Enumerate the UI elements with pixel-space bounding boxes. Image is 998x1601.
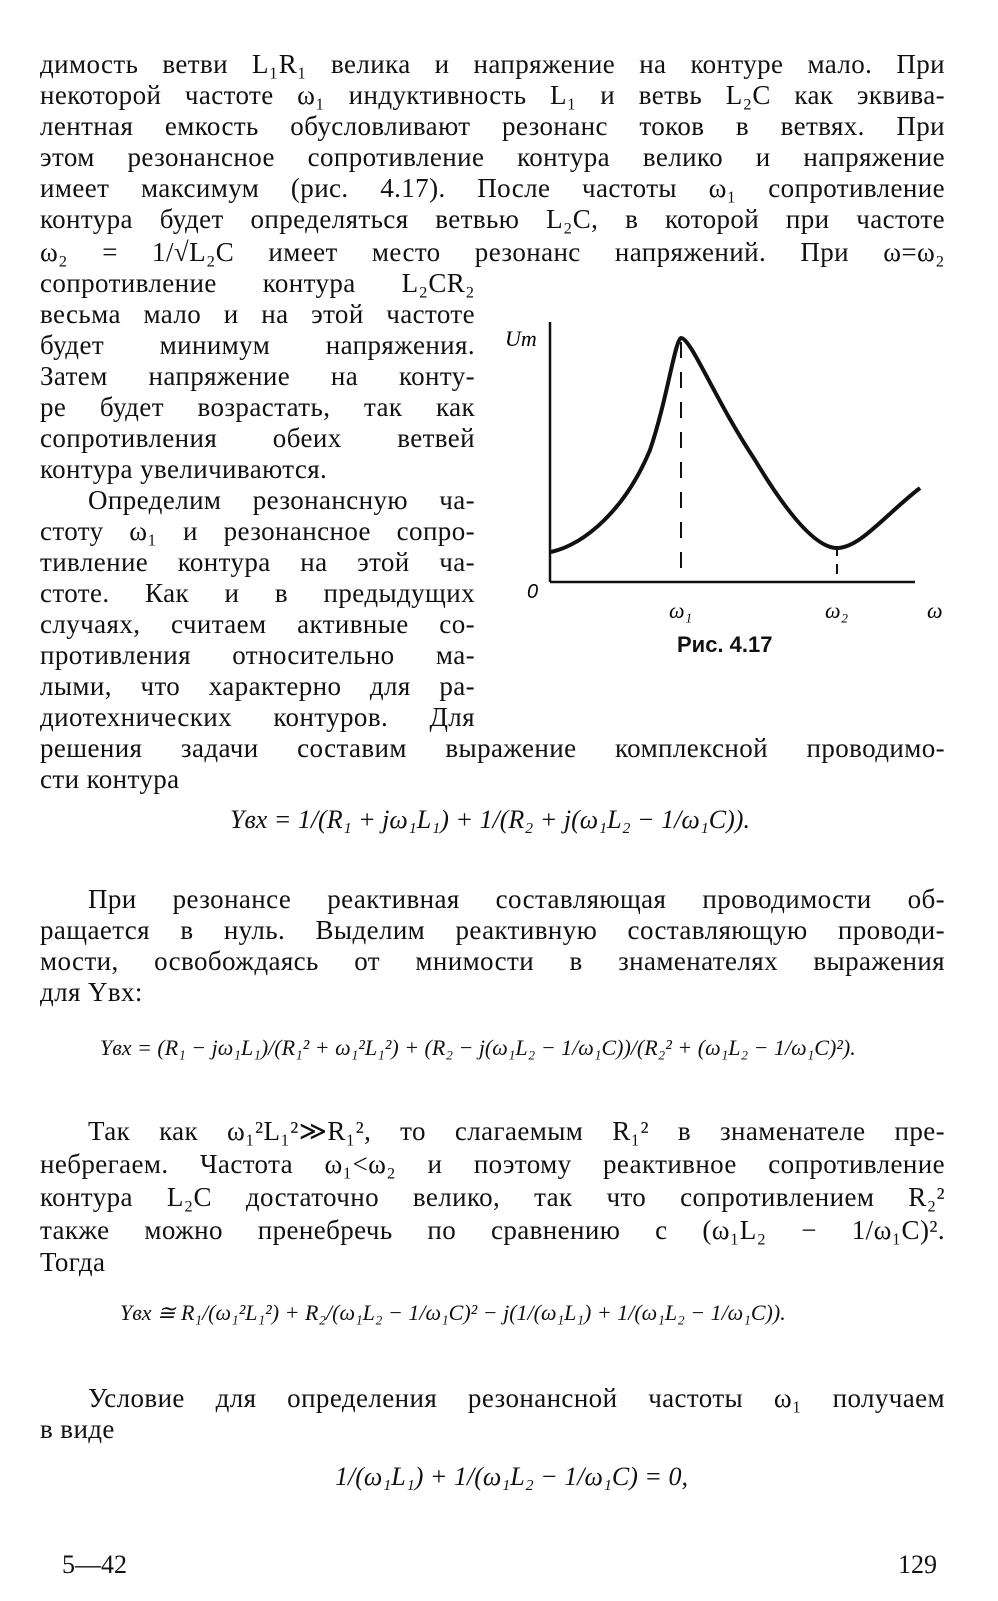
formula-resonance-condition: 1/(ω₁L₁) + 1/(ω₁L₂ − 1/ω₁C) = 0, (335, 1462, 688, 1491)
text-line: для Yвх: (40, 977, 143, 1007)
text-line: ращается в нуль. Выделим реактивную составляющую проводи- (40, 915, 945, 945)
formula-separated-admittance: Yвх = (R₁ − jω₁L₁)/(R₁² + ω₁²L₁²) + (R₂ − j(ω₁L₂ − 1/ω₁C))/(R₂² + (ω₁L₂ − 1/ω₁C)²). (100, 1035, 856, 1060)
text-line: контура увеличиваются. (40, 454, 328, 484)
text-line: имеет максимум (рис. 4.17). После частоты ω₁ сопротивление (40, 173, 945, 203)
formula-approx-admittance: Yвх ≅ R₁/(ω₁²L₁²) + R₂/(ω₁L₂ − 1/ω₁C)² − j(1/(ω₁L₁) + 1/(ω₁L₂ − 1/ω₁C)). (120, 1300, 786, 1325)
tick-label-omega2: ω₂ (825, 598, 849, 623)
text-line: в виде (40, 1414, 115, 1444)
text-line: небрегаем. Частота ω₁<ω₂ и поэтому реактивное сопротивление (40, 1149, 945, 1179)
text-line: противления относительно ма- (40, 640, 475, 670)
text-line: некоторой частоте ω₁ индуктивность L₁ и ветвь L₂C как эквива- (40, 80, 945, 110)
text-line: контура будет определяться ветвью L₂C, в которой при частоте (40, 204, 945, 234)
y-axis-label: Um (505, 326, 537, 351)
text-line: Тогда (40, 1247, 106, 1277)
text-line: мости, освобождаясь от мнимости в знаменателях выражения (40, 946, 945, 976)
text-line: Так как ω₁²L₁²≫R₁², то слагаемым R₁² в знаменателе пре- (88, 1116, 945, 1146)
text-line: диотехнических контуров. Для (40, 702, 475, 732)
text-line: контура L₂C достаточно велико, так что сопротивлением R₂² (40, 1182, 945, 1212)
text-line: При резонансе реактивная составляющая проводимости об- (88, 884, 945, 914)
text-line: также можно пренебречь по сравнению с (ω₁L₂ − 1/ω₁C)². (40, 1215, 945, 1245)
text-line: Определим резонансную ча- (88, 485, 475, 515)
formula-input-admittance: Yвх = 1/(R₁ + jω₁L₁) + 1/(R₂ + j(ω₁L₂ − 1/ω₁C)). (230, 805, 750, 834)
x-axis-label: ω (927, 598, 943, 623)
text-line: Затем напряжение на конту- (40, 361, 475, 391)
text-line: димость ветви L₁R₁ велика и напряжение на контуре мало. При (40, 49, 945, 79)
text-line: стоту ω₁ и резонансное сопро- (40, 516, 475, 546)
text-line: ре будет возрастать, так как (40, 392, 475, 422)
text-line: лентная емкость обусловливают резонанс токов в ветвях. При (40, 111, 945, 141)
voltage-curve (551, 338, 920, 552)
text-line: тивление контура на этой ча- (40, 547, 475, 577)
text-line: сопротивление контура L₂CR₂ (40, 268, 475, 298)
text-line: сопротивления обеих ветвей (40, 423, 475, 453)
text-line: сти контура (40, 764, 180, 794)
text-line: лыми, что характерно для ра- (40, 671, 475, 701)
text-line: стоте. Как и в предыдущих (40, 578, 475, 608)
figure-4-17 (505, 300, 975, 670)
page-number: 129 (898, 1550, 937, 1579)
text-line: случаях, считаем активные со- (40, 609, 475, 639)
origin-label: 0 (527, 581, 539, 603)
text-line: ω₂ = 1/√L₂C имеет место резонанс напряжений. При ω=ω₂ (40, 237, 945, 267)
figure-caption: Рис. 4.17 (677, 632, 773, 657)
text-line: этом резонансное сопротивление контура велико и напряжение (40, 142, 945, 172)
text-line: будет минимум напряжения. (40, 330, 475, 360)
resonance-curve-plot (505, 300, 975, 670)
text-line: весьма мало и на этой частоте (40, 299, 475, 329)
text-line: Условие для определения резонансной частоты ω₁ получаем (88, 1383, 945, 1413)
text-line: решения задачи составим выражение комплексной проводимо- (40, 733, 945, 763)
signature-mark: 5—42 (62, 1550, 127, 1579)
tick-label-omega1: ω₁ (669, 598, 693, 623)
